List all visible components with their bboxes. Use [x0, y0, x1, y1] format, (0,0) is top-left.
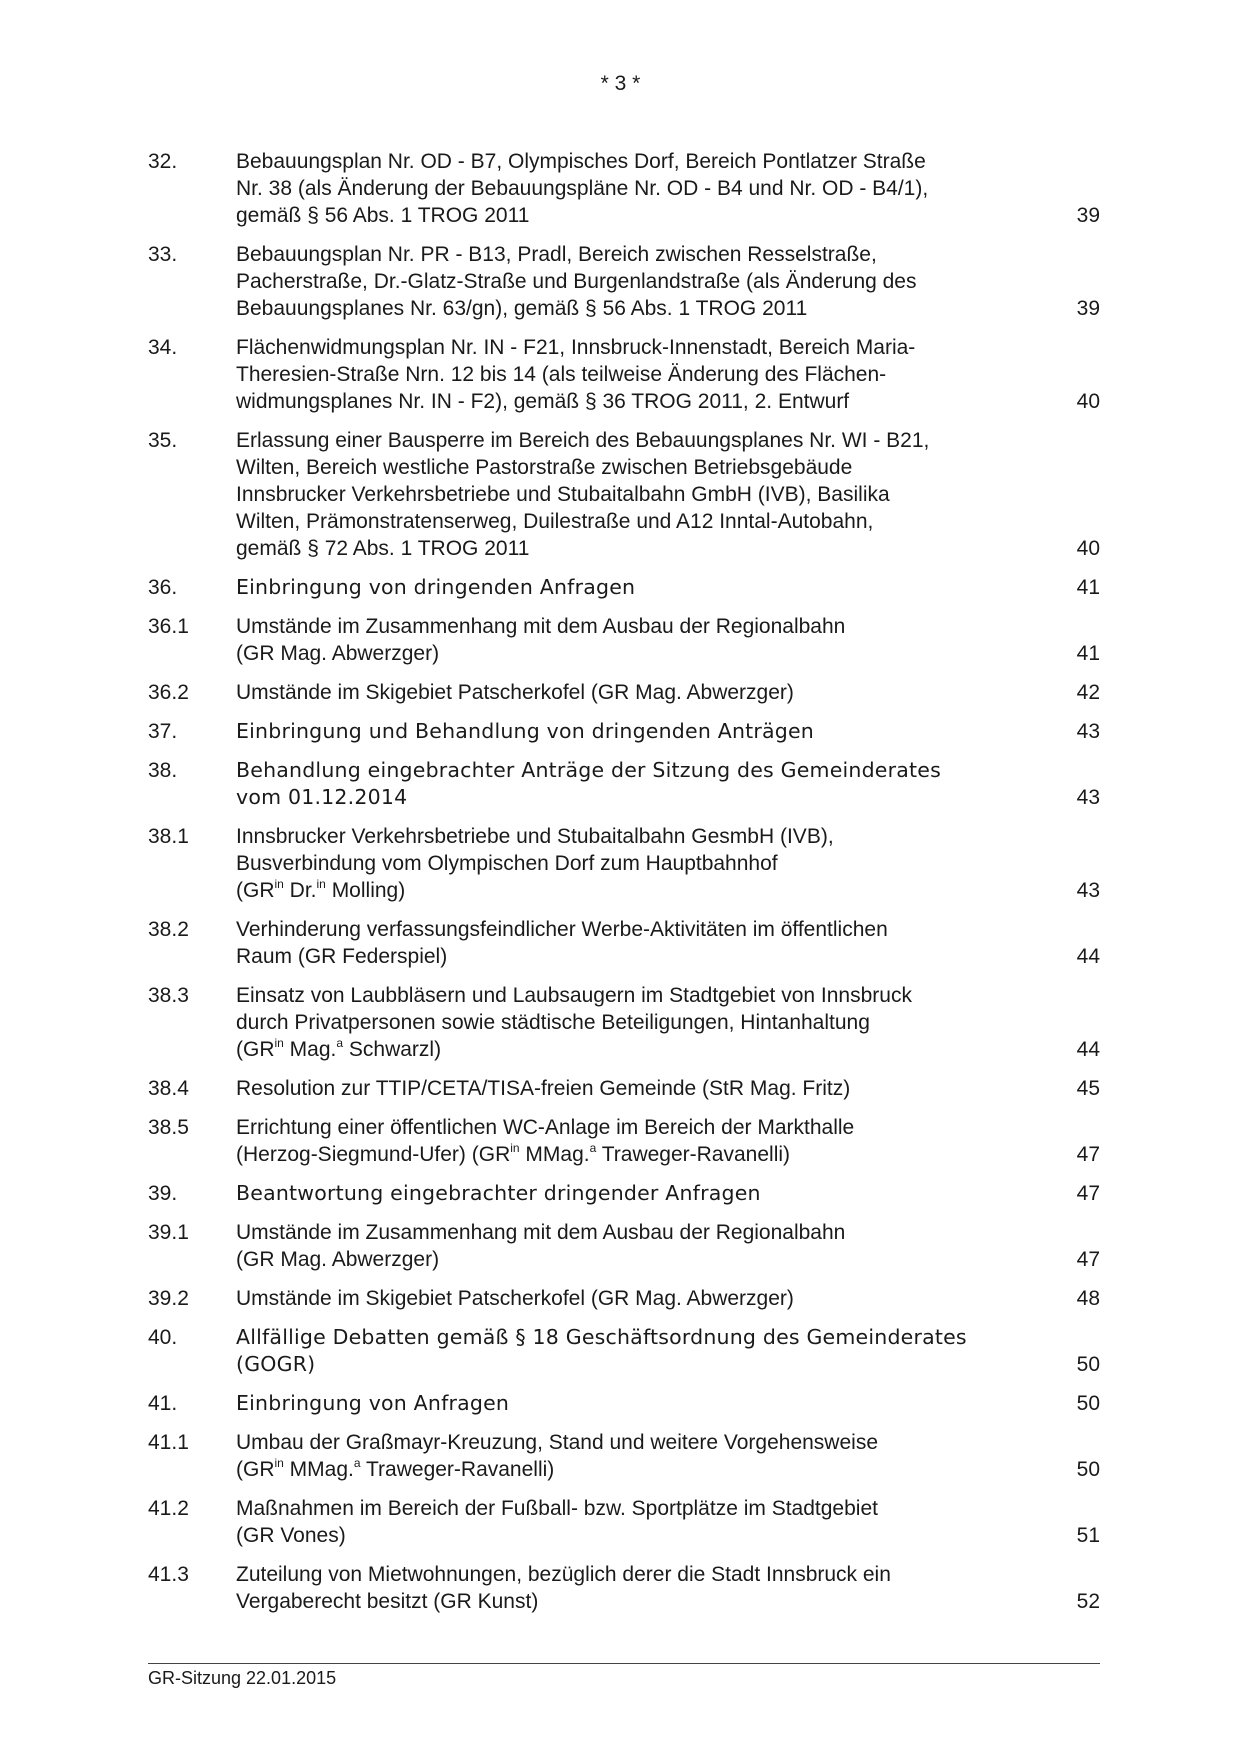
person-suffix: a	[336, 1036, 344, 1050]
toc-entry-page: 41	[1076, 642, 1100, 665]
toc-entry-line: Verhinderung verfassungsfeindlicher Werbe-Aktivitäten im öffentlichen	[236, 918, 888, 941]
toc-entry-page: 52	[1076, 1590, 1100, 1613]
toc-entry-line: Zuteilung von Mietwohnungen, bezüglich derer die Stadt Innsbruck ein	[236, 1563, 891, 1586]
toc-entry-line: (GR Vones)	[236, 1524, 346, 1547]
toc-entry-page: 43	[1076, 879, 1100, 902]
toc-entry-page: 48	[1076, 1287, 1100, 1310]
toc-entry-number: 34.	[148, 336, 178, 359]
toc-entry-line: Einbringung und Behandlung von dringenden Anträgen	[236, 719, 814, 743]
toc-entry-page: 47	[1076, 1182, 1100, 1205]
toc-entry-line: durch Privatpersonen sowie städtische Beteiligungen, Hintanhaltung	[236, 1011, 870, 1034]
toc-entry-number: 38.1	[148, 825, 189, 848]
toc-entry-number: 41.2	[148, 1497, 189, 1520]
toc-entry-number: 39.1	[148, 1221, 189, 1244]
toc-entry-number: 37.	[148, 720, 178, 743]
toc-entry-title	[236, 916, 996, 970]
toc-entry-line: Umstände im Skigebiet Patscherkofel (GR Mag. Abwerzger)	[236, 1287, 794, 1310]
toc-entry-title	[236, 982, 996, 1063]
toc-entry-title	[236, 1324, 996, 1378]
toc-entry-person	[236, 1036, 996, 1063]
toc-entry	[148, 679, 1100, 706]
toc-entry	[148, 823, 1100, 904]
toc-entry-line: (GR Mag. Abwerzger)	[236, 1248, 440, 1271]
toc-entry-line: gemäß § 56 Abs. 1 TROG 2011	[236, 204, 530, 227]
toc-entry	[148, 718, 1100, 745]
toc-entry-page: 40	[1076, 390, 1100, 413]
toc-entry-number: 38.3	[148, 984, 189, 1007]
toc-entry	[148, 1114, 1100, 1168]
toc-entry-line: Umstände im Zusammenhang mit dem Ausbau der Regionalbahn	[236, 615, 846, 638]
toc-entry-number: 36.	[148, 576, 178, 599]
toc-entry-line: Behandlung eingebrachter Anträge der Sitzung des Gemeinderates	[236, 758, 941, 782]
toc-entry-number: 38.5	[148, 1116, 189, 1139]
toc-entry-page: 47	[1076, 1143, 1100, 1166]
toc-entry-title	[236, 1495, 996, 1549]
person-text: Traweger-Ravanelli)	[596, 1143, 791, 1166]
toc-entry-number: 38.	[148, 759, 178, 782]
toc-entry-line: Bebauungsplan Nr. PR - B13, Pradl, Bereich zwischen Resselstraße,	[236, 243, 877, 266]
footer-divider	[148, 1663, 1100, 1664]
toc-entry-line: Einsatz von Laubbläsern und Laubsaugern im Stadtgebiet von Innsbruck	[236, 984, 912, 1007]
person-text: Mag.	[283, 1038, 337, 1061]
toc-entry-line: Umstände im Skigebiet Patscherkofel (GR Mag. Abwerzger)	[236, 681, 794, 704]
toc-entry-number: 38.2	[148, 918, 189, 941]
person-text: MMag.	[283, 1458, 354, 1481]
toc-entry	[148, 427, 1100, 562]
toc-entry-line: (GOGR)	[236, 1352, 316, 1376]
toc-entry	[148, 1180, 1100, 1207]
toc-entry	[148, 1495, 1100, 1549]
toc-entry-number: 33.	[148, 243, 178, 266]
toc-entry-line: Einbringung von Anfragen	[236, 1391, 510, 1415]
toc-entry-number: 39.	[148, 1182, 178, 1205]
page-number: * 3 *	[600, 72, 641, 95]
toc-entry-line: Flächenwidmungsplan Nr. IN - F21, Innsbruck-Innenstadt, Bereich Maria-	[236, 336, 916, 359]
toc-entry-line: Bebauungsplan Nr. OD - B7, Olympisches Dorf, Bereich Pontlatzer Straße	[236, 150, 926, 173]
toc-entry-page: 42	[1076, 681, 1100, 704]
toc-entry-number: 36.2	[148, 681, 189, 704]
toc-entry-title	[236, 1561, 996, 1615]
toc-entry-title	[236, 427, 996, 562]
toc-entry-page: 43	[1076, 720, 1100, 743]
toc-entry-page: 47	[1076, 1248, 1100, 1271]
toc-entry	[148, 1285, 1100, 1312]
toc-entry-page: 45	[1076, 1077, 1100, 1100]
toc-entry	[148, 757, 1100, 811]
person-text: Molling)	[325, 879, 406, 902]
person-text: (Herzog-Siegmund-Ufer) (GR	[236, 1143, 511, 1166]
toc-entry-line: Wilten, Prämonstratenserweg, Duilestraße und A12 Inntal-Autobahn,	[236, 510, 874, 533]
toc-entry-number: 38.4	[148, 1077, 189, 1100]
toc-entry-number: 41.	[148, 1392, 178, 1415]
toc-entry-line: Erlassung einer Bausperre im Bereich des Bebauungsplanes Nr. WI - B21,	[236, 429, 930, 452]
toc-entry-title	[236, 574, 996, 601]
toc-entry-line: Theresien-Straße Nrn. 12 bis 14 (als teilweise Änderung des Flächen-	[236, 363, 887, 386]
toc-entry	[148, 1219, 1100, 1273]
toc-entry-page: 39	[1076, 297, 1100, 320]
toc-entry-page: 44	[1076, 1038, 1100, 1061]
toc-entry-page: 50	[1076, 1392, 1100, 1415]
toc-entry	[148, 1075, 1100, 1102]
toc-entry-title	[236, 241, 996, 322]
toc-entry-line: Umstände im Zusammenhang mit dem Ausbau der Regionalbahn	[236, 1221, 846, 1244]
person-suffix: a	[353, 1456, 361, 1470]
toc-entry	[148, 574, 1100, 601]
toc-entry-page: 44	[1076, 945, 1100, 968]
toc-entry-line: Nr. 38 (als Änderung der Bebauungspläne Nr. OD - B4 und Nr. OD - B4/1),	[236, 177, 929, 200]
toc-entry-number: 41.1	[148, 1431, 189, 1454]
toc-entry	[148, 916, 1100, 970]
toc-entry	[148, 1324, 1100, 1378]
toc-entry-number: 41.3	[148, 1563, 189, 1586]
toc-entry-person	[236, 1456, 996, 1483]
person-text: (GR	[236, 1038, 275, 1061]
toc-entry-number: 32.	[148, 150, 178, 173]
toc-entry	[148, 982, 1100, 1063]
toc-entry	[148, 148, 1100, 229]
person-suffix: in	[274, 877, 284, 891]
toc-entry	[148, 334, 1100, 415]
person-text: (GR	[236, 879, 275, 902]
person-suffix: in	[510, 1141, 520, 1155]
toc-entry-page: 50	[1076, 1353, 1100, 1376]
toc-entry-title	[236, 148, 996, 229]
table-of-contents	[148, 148, 1100, 1627]
toc-entry-title	[236, 613, 996, 667]
toc-entry-line: Raum (GR Federspiel)	[236, 945, 448, 968]
toc-entry-title	[236, 823, 996, 904]
toc-entry-line: gemäß § 72 Abs. 1 TROG 2011	[236, 537, 530, 560]
toc-entry-line: Allfällige Debatten gemäß § 18 Geschäftsordnung des Gemeinderates	[236, 1325, 967, 1349]
toc-entry-page: 41	[1076, 576, 1100, 599]
toc-entry-title	[236, 757, 996, 811]
toc-entry-page: 51	[1076, 1524, 1100, 1547]
toc-entry-title	[236, 679, 996, 706]
person-text: Dr.	[283, 879, 317, 902]
toc-entry-title	[236, 1390, 996, 1417]
toc-entry-person	[236, 1141, 996, 1168]
toc-entry-number: 40.	[148, 1326, 178, 1349]
toc-entry-line: Wilten, Bereich westliche Pastorstraße zwischen Betriebsgebäude	[236, 456, 853, 479]
toc-entry-line: Pacherstraße, Dr.-Glatz-Straße und Burgenlandstraße (als Änderung des	[236, 270, 917, 293]
person-text: MMag.	[519, 1143, 590, 1166]
footer-text: GR-Sitzung 22.01.2015	[148, 1668, 337, 1688]
toc-entry-number: 36.1	[148, 615, 189, 638]
toc-entry-page: 50	[1076, 1458, 1100, 1481]
person-text: (GR	[236, 1458, 275, 1481]
toc-entry	[148, 1561, 1100, 1615]
toc-entry	[148, 241, 1100, 322]
toc-entry-number: 39.2	[148, 1287, 189, 1310]
toc-entry-title	[236, 1219, 996, 1273]
toc-entry-page: 40	[1076, 537, 1100, 560]
toc-entry	[148, 613, 1100, 667]
person-text: Traweger-Ravanelli)	[360, 1458, 555, 1481]
toc-entry-line: Bebauungsplanes Nr. 63/gn), gemäß § 56 Abs. 1 TROG 2011	[236, 297, 808, 320]
toc-entry-line: Busverbindung vom Olympischen Dorf zum Hauptbahnhof	[236, 852, 778, 875]
toc-entry-title	[236, 1429, 996, 1483]
toc-entry	[148, 1390, 1100, 1417]
toc-entry-title	[236, 1075, 996, 1102]
toc-entry-line: Beantwortung eingebrachter dringender Anfragen	[236, 1181, 761, 1205]
person-text: Schwarzl)	[343, 1038, 442, 1061]
toc-entry-line: Einbringung von dringenden Anfragen	[236, 575, 636, 599]
toc-entry-page: 43	[1076, 786, 1100, 809]
toc-entry-line: Innsbrucker Verkehrsbetriebe und Stubaitalbahn GmbH (IVB), Basilika	[236, 483, 890, 506]
toc-entry-line: vom 01.12.2014	[236, 785, 408, 809]
toc-entry-person	[236, 877, 996, 904]
person-suffix: in	[316, 877, 326, 891]
toc-entry-title	[236, 1180, 996, 1207]
toc-entry-line: Vergaberecht besitzt (GR Kunst)	[236, 1590, 539, 1613]
toc-entry-line: Errichtung einer öffentlichen WC-Anlage im Bereich der Markthalle	[236, 1116, 855, 1139]
toc-entry-title	[236, 334, 996, 415]
toc-entry	[148, 1429, 1100, 1483]
toc-entry-line: Maßnahmen im Bereich der Fußball- bzw. Sportplätze im Stadtgebiet	[236, 1497, 878, 1520]
toc-entry-title	[236, 718, 996, 745]
toc-entry-line: widmungsplanes Nr. IN - F2), gemäß § 36 TROG 2011, 2. Entwurf	[236, 390, 850, 413]
person-suffix: in	[274, 1456, 284, 1470]
toc-entry-line: (GR Mag. Abwerzger)	[236, 642, 440, 665]
toc-entry-line: Resolution zur TTIP/CETA/TISA-freien Gemeinde (StR Mag. Fritz)	[236, 1077, 851, 1100]
toc-entry-number: 35.	[148, 429, 178, 452]
toc-entry-page: 39	[1076, 204, 1100, 227]
toc-entry-line: Innsbrucker Verkehrsbetriebe und Stubaitalbahn GesmbH (IVB),	[236, 825, 834, 848]
toc-entry-line: Umbau der Graßmayr-Kreuzung, Stand und weitere Vorgehensweise	[236, 1431, 878, 1454]
person-suffix: in	[274, 1036, 284, 1050]
toc-entry-title	[236, 1285, 996, 1312]
toc-entry-title	[236, 1114, 996, 1168]
person-suffix: a	[589, 1141, 597, 1155]
